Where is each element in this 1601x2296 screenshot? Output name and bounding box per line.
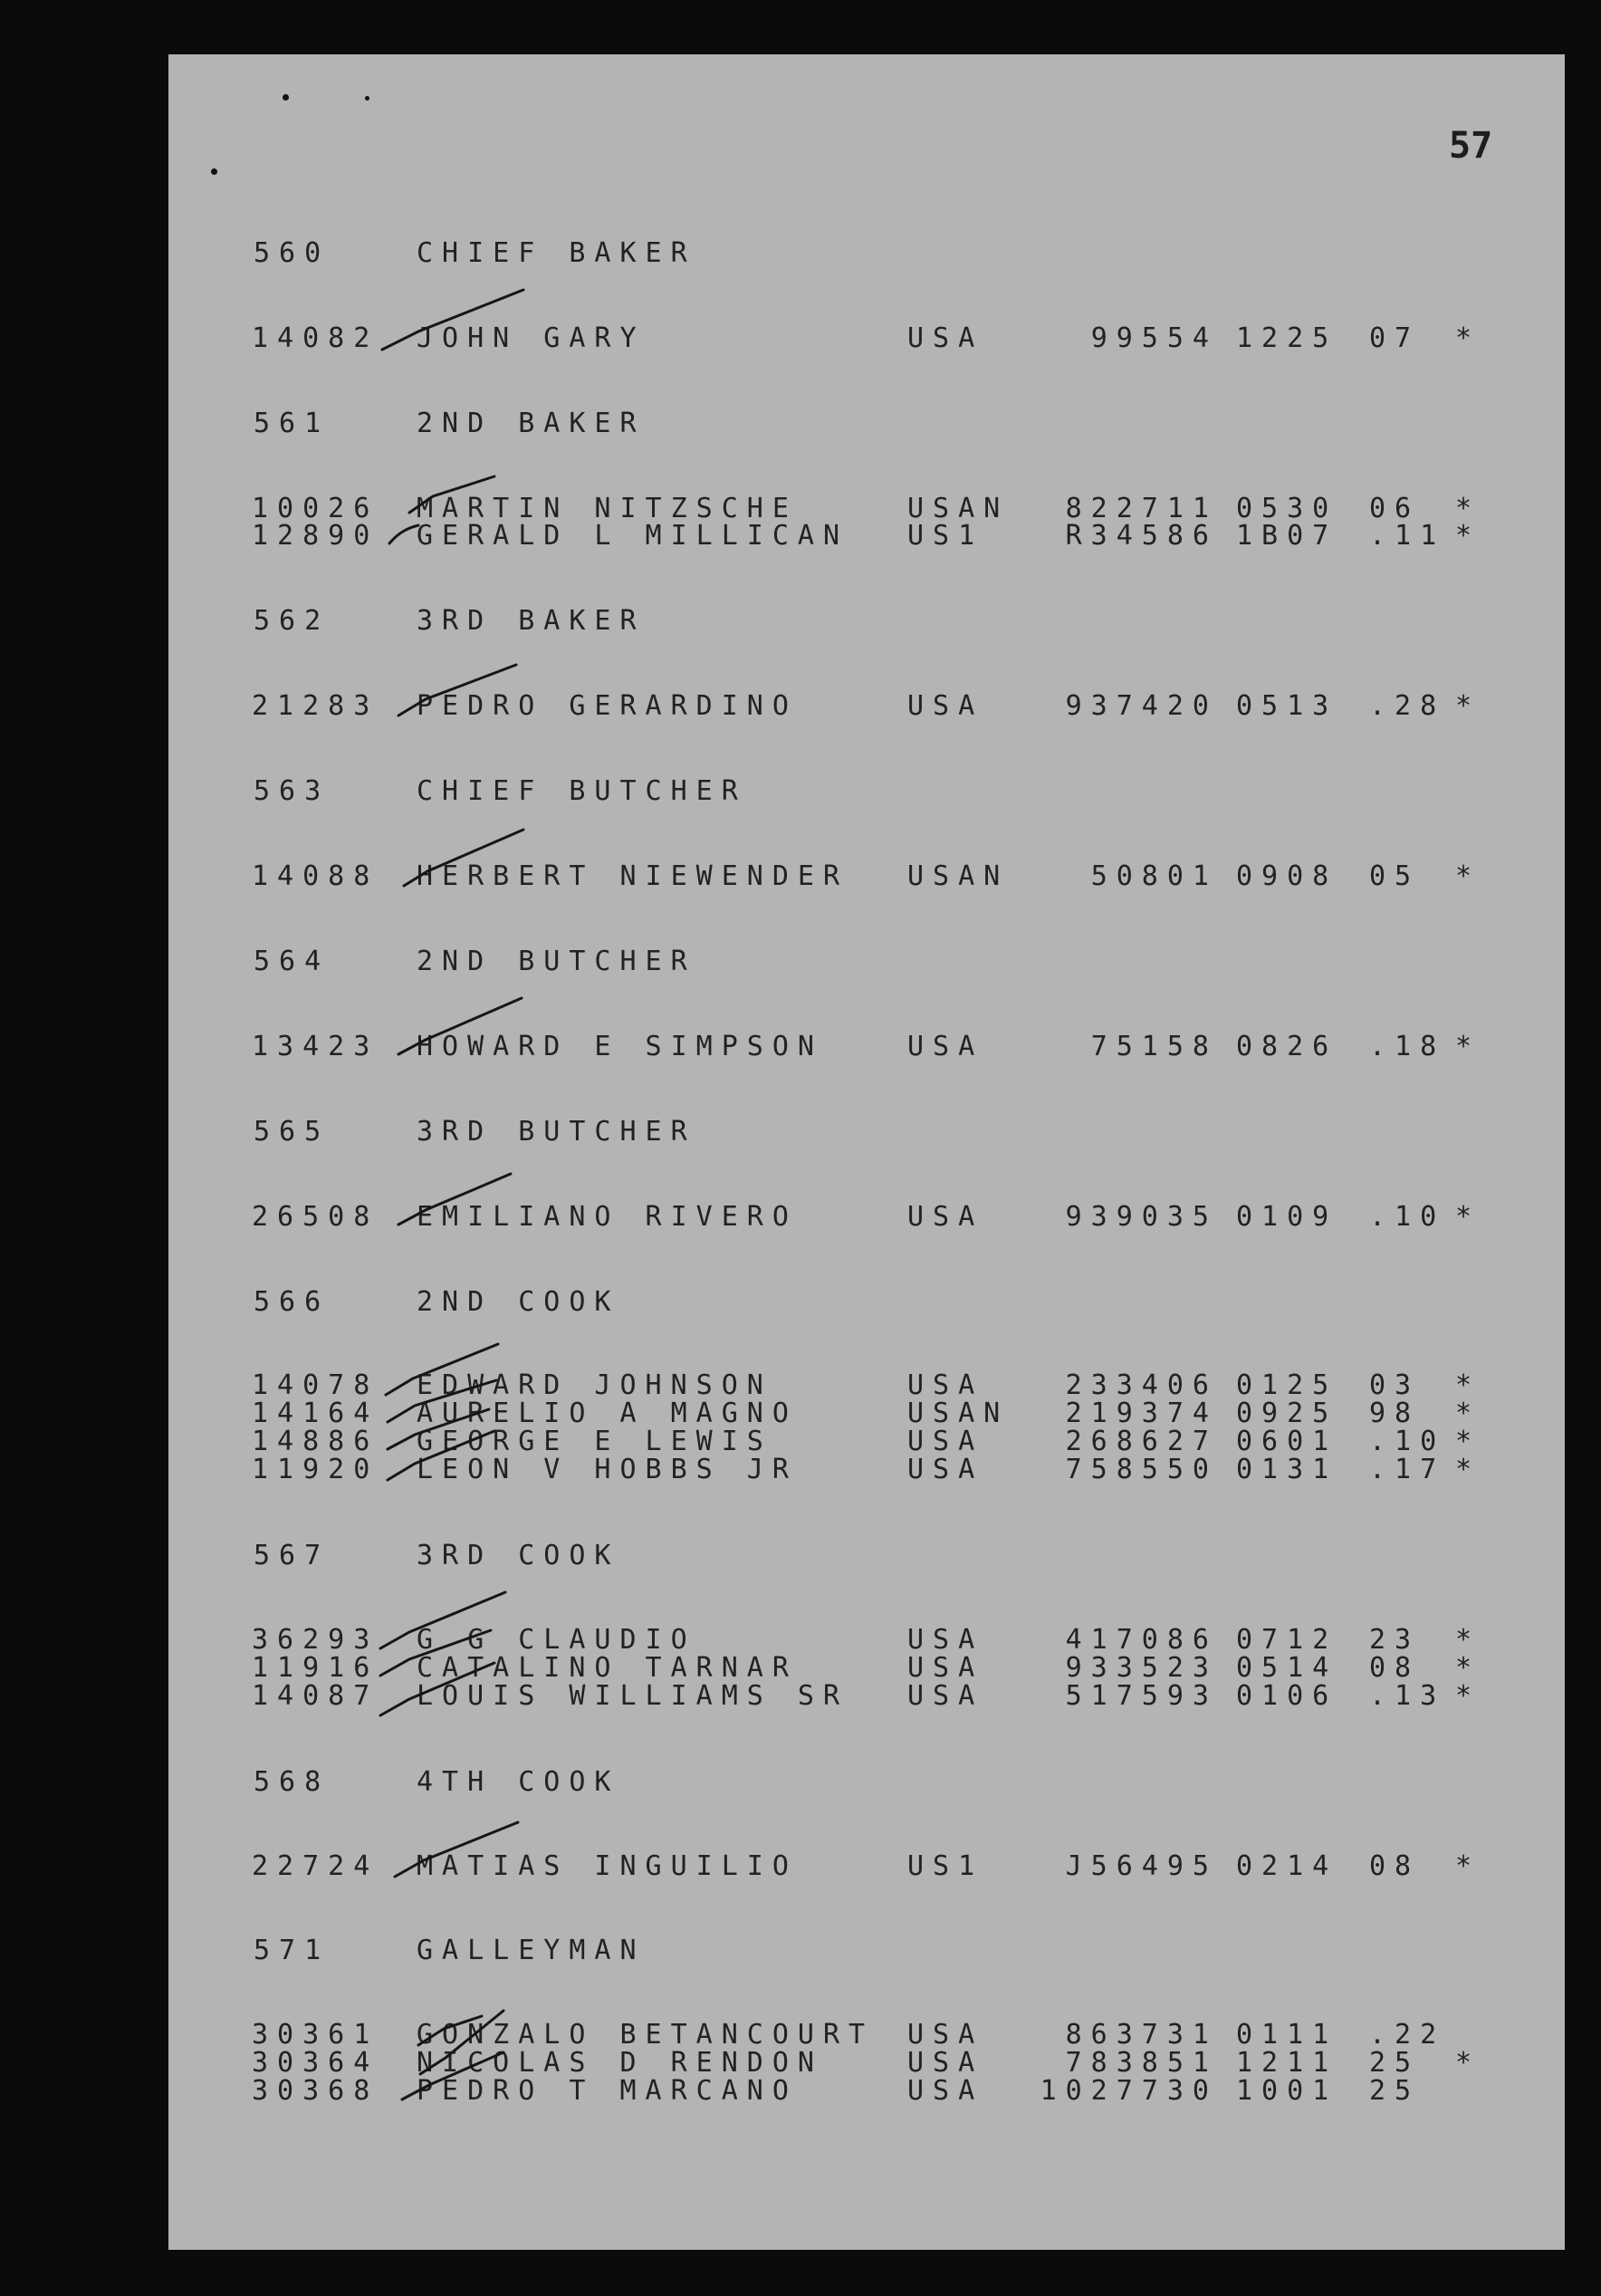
status-code: 25 bbox=[1369, 2047, 1421, 2079]
section-title: 2ND COOK bbox=[417, 1286, 620, 1318]
employee-id: 12890 bbox=[252, 520, 379, 552]
employee-id: 21283 bbox=[252, 690, 379, 722]
asterisk-mark: * bbox=[1455, 1398, 1481, 1429]
date-code: 0131 bbox=[1236, 1454, 1338, 1485]
nationality: USAN bbox=[907, 493, 1010, 524]
date-code: 1225 bbox=[1236, 322, 1338, 354]
date-code: 0214 bbox=[1236, 1850, 1338, 1882]
employee-name: MARTIN NITZSCHE bbox=[417, 493, 798, 524]
status-code: .28 bbox=[1369, 690, 1446, 722]
employee-name: GEORGE E LEWIS bbox=[417, 1426, 772, 1457]
document-number: 933523 bbox=[1065, 1652, 1218, 1684]
nationality: USA bbox=[907, 1031, 984, 1062]
status-code: 98 bbox=[1369, 1398, 1421, 1429]
date-code: 0601 bbox=[1236, 1426, 1338, 1457]
section-code: 565 bbox=[254, 1116, 331, 1148]
employee-id: 11916 bbox=[252, 1652, 379, 1684]
document-number: J56495 bbox=[1065, 1850, 1218, 1882]
document-number: 939035 bbox=[1065, 1201, 1218, 1233]
section-title: 3RD BUTCHER bbox=[417, 1116, 696, 1148]
section-code: 568 bbox=[254, 1766, 331, 1798]
date-code: 1211 bbox=[1236, 2047, 1338, 2079]
document-number: 517593 bbox=[1065, 1680, 1218, 1712]
status-code: 08 bbox=[1369, 1652, 1421, 1684]
status-code: 06 bbox=[1369, 493, 1421, 524]
date-code: 0712 bbox=[1236, 1624, 1338, 1656]
nationality: USA bbox=[907, 322, 984, 354]
status-code: 07 bbox=[1369, 322, 1421, 354]
asterisk-mark: * bbox=[1455, 2047, 1481, 2079]
asterisk-mark: * bbox=[1455, 1426, 1481, 1457]
employee-id: 36293 bbox=[252, 1624, 379, 1656]
section-title: 2ND BUTCHER bbox=[417, 946, 696, 977]
document-page bbox=[168, 54, 1565, 2250]
ink-speck bbox=[283, 94, 289, 101]
section-code: 567 bbox=[254, 1540, 331, 1571]
employee-name: HOWARD E SIMPSON bbox=[417, 1031, 823, 1062]
employee-id: 14164 bbox=[252, 1398, 379, 1429]
asterisk-mark: * bbox=[1455, 860, 1481, 892]
nationality: USA bbox=[907, 2075, 984, 2107]
status-code: .10 bbox=[1369, 1426, 1446, 1457]
date-code: 0106 bbox=[1236, 1680, 1338, 1712]
date-code: 0908 bbox=[1236, 860, 1338, 892]
employee-name: EMILIANO RIVERO bbox=[417, 1201, 798, 1233]
section-code: 562 bbox=[254, 605, 331, 637]
status-code: .17 bbox=[1369, 1454, 1446, 1485]
employee-name: HERBERT NIEWENDER bbox=[417, 860, 849, 892]
section-title: 2ND BAKER bbox=[417, 408, 646, 439]
document-number: 758550 bbox=[1065, 1454, 1218, 1485]
nationality: USA bbox=[907, 1454, 984, 1485]
date-code: 0530 bbox=[1236, 493, 1338, 524]
employee-name: MATIAS INGUILIO bbox=[417, 1850, 798, 1882]
nationality: USA bbox=[907, 1426, 984, 1457]
section-code: 560 bbox=[254, 237, 331, 269]
section-code: 571 bbox=[254, 1935, 331, 1966]
nationality: USA bbox=[907, 2047, 984, 2079]
nationality: USAN bbox=[907, 1398, 1010, 1429]
asterisk-mark: * bbox=[1455, 493, 1481, 524]
date-code: 0826 bbox=[1236, 1031, 1338, 1062]
nationality: USA bbox=[907, 690, 984, 722]
document-number: 99554 bbox=[1090, 322, 1218, 354]
asterisk-mark: * bbox=[1455, 1652, 1481, 1684]
document-number: 822711 bbox=[1065, 493, 1218, 524]
status-code: 23 bbox=[1369, 1624, 1421, 1656]
asterisk-mark: * bbox=[1455, 1031, 1481, 1062]
document-number: 783851 bbox=[1065, 2047, 1218, 2079]
employee-id: 26508 bbox=[252, 1201, 379, 1233]
status-code: 05 bbox=[1369, 860, 1421, 892]
date-code: 0925 bbox=[1236, 1398, 1338, 1429]
asterisk-mark: * bbox=[1455, 1201, 1481, 1233]
date-code: 0513 bbox=[1236, 690, 1338, 722]
ink-speck bbox=[211, 168, 217, 175]
document-number: R34586 bbox=[1065, 520, 1218, 552]
employee-name: NICOLAS D RENDON bbox=[417, 2047, 823, 2079]
section-title: 4TH COOK bbox=[417, 1766, 620, 1798]
employee-id: 13423 bbox=[252, 1031, 379, 1062]
employee-name: PEDRO T MARCANO bbox=[417, 2075, 798, 2107]
employee-id: 14078 bbox=[252, 1369, 379, 1401]
document-number: 233406 bbox=[1065, 1369, 1218, 1401]
document-number: 75158 bbox=[1090, 1031, 1218, 1062]
document-number: 219374 bbox=[1065, 1398, 1218, 1429]
asterisk-mark: * bbox=[1455, 520, 1481, 552]
asterisk-mark: * bbox=[1455, 1369, 1481, 1401]
asterisk-mark: * bbox=[1455, 690, 1481, 722]
employee-id: 14886 bbox=[252, 1426, 379, 1457]
document-number: 1027730 bbox=[1040, 2075, 1218, 2107]
employee-id: 30364 bbox=[252, 2047, 379, 2079]
document-number: 50801 bbox=[1090, 860, 1218, 892]
status-code: .18 bbox=[1369, 1031, 1446, 1062]
employee-name: GONZALO BETANCOURT bbox=[417, 2019, 875, 2051]
nationality: USAN bbox=[907, 860, 1010, 892]
status-code: 08 bbox=[1369, 1850, 1421, 1882]
asterisk-mark: * bbox=[1455, 322, 1481, 354]
employee-id: 30361 bbox=[252, 2019, 379, 2051]
section-code: 563 bbox=[254, 775, 331, 807]
asterisk-mark: * bbox=[1455, 1624, 1481, 1656]
section-code: 566 bbox=[254, 1286, 331, 1318]
status-code: 03 bbox=[1369, 1369, 1421, 1401]
document-number: 268627 bbox=[1065, 1426, 1218, 1457]
employee-id: 14087 bbox=[252, 1680, 379, 1712]
employee-name: LOUIS WILLIAMS SR bbox=[417, 1680, 849, 1712]
section-title: CHIEF BAKER bbox=[417, 237, 696, 269]
asterisk-mark: * bbox=[1455, 1850, 1481, 1882]
employee-id: 14088 bbox=[252, 860, 379, 892]
asterisk-mark: * bbox=[1455, 1680, 1481, 1712]
nationality: USA bbox=[907, 1680, 984, 1712]
page-number: 57 bbox=[1449, 125, 1493, 167]
date-code: 1001 bbox=[1236, 2075, 1338, 2107]
date-code: 1B07 bbox=[1236, 520, 1338, 552]
section-code: 561 bbox=[254, 408, 331, 439]
nationality: USA bbox=[907, 1201, 984, 1233]
employee-name: CATALINO TARNAR bbox=[417, 1652, 798, 1684]
employee-name: EDWARD JOHNSON bbox=[417, 1369, 772, 1401]
document-number: 417086 bbox=[1065, 1624, 1218, 1656]
date-code: 0109 bbox=[1236, 1201, 1338, 1233]
employee-name: G G CLAUDIO bbox=[417, 1624, 696, 1656]
status-code: .10 bbox=[1369, 1201, 1446, 1233]
status-code: 25 bbox=[1369, 2075, 1421, 2107]
status-code: .13 bbox=[1369, 1680, 1446, 1712]
nationality: US1 bbox=[907, 520, 984, 552]
section-title: GALLEYMAN bbox=[417, 1935, 646, 1966]
employee-id: 14082 bbox=[252, 322, 379, 354]
date-code: 0514 bbox=[1236, 1652, 1338, 1684]
status-code: .11 bbox=[1369, 520, 1446, 552]
date-code: 0125 bbox=[1236, 1369, 1338, 1401]
employee-id: 11920 bbox=[252, 1454, 379, 1485]
section-code: 564 bbox=[254, 946, 331, 977]
document-number: 863731 bbox=[1065, 2019, 1218, 2051]
employee-name: AURELIO A MAGNO bbox=[417, 1398, 798, 1429]
employee-name: PEDRO GERARDINO bbox=[417, 690, 798, 722]
nationality: US1 bbox=[907, 1850, 984, 1882]
employee-name: GERALD L MILLICAN bbox=[417, 520, 849, 552]
nationality: USA bbox=[907, 1369, 984, 1401]
date-code: 0111 bbox=[1236, 2019, 1338, 2051]
section-title: CHIEF BUTCHER bbox=[417, 775, 747, 807]
document-number: 937420 bbox=[1065, 690, 1218, 722]
employee-name: LEON V HOBBS JR bbox=[417, 1454, 798, 1485]
nationality: USA bbox=[907, 1624, 984, 1656]
asterisk-mark: * bbox=[1455, 1454, 1481, 1485]
employee-id: 30368 bbox=[252, 2075, 379, 2107]
employee-id: 22724 bbox=[252, 1850, 379, 1882]
section-title: 3RD BAKER bbox=[417, 605, 646, 637]
nationality: USA bbox=[907, 2019, 984, 2051]
status-code: .22 bbox=[1369, 2019, 1446, 2051]
nationality: USA bbox=[907, 1652, 984, 1684]
ink-speck bbox=[365, 96, 369, 101]
employee-name: JOHN GARY bbox=[417, 322, 646, 354]
section-title: 3RD COOK bbox=[417, 1540, 620, 1571]
employee-id: 10026 bbox=[252, 493, 379, 524]
